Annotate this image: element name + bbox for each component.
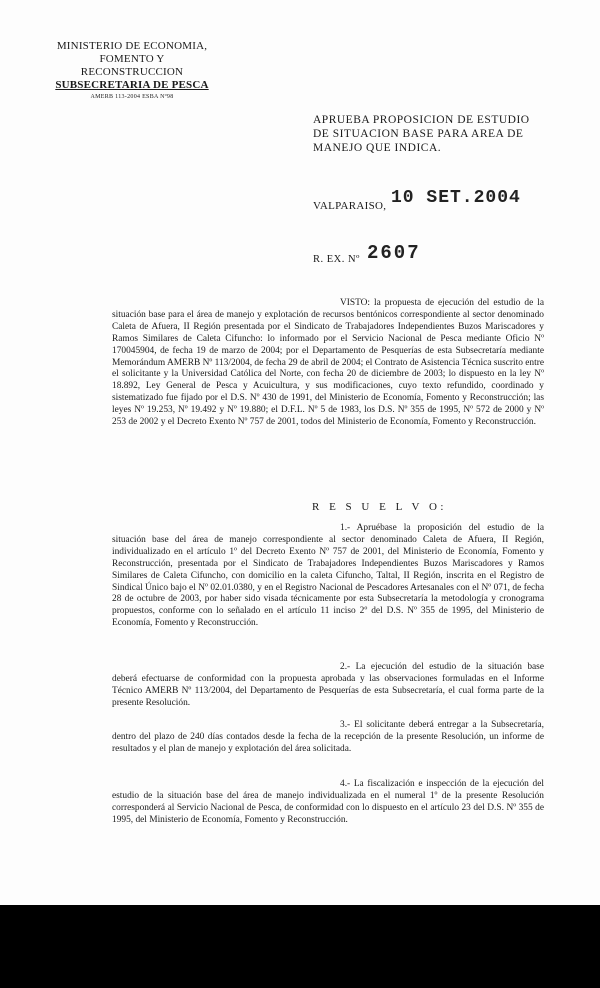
resuelvo-heading: R E S U E L V O: <box>312 501 447 513</box>
ministry-name-line-2: FOMENTO Y RECONSTRUCCION <box>80 53 184 78</box>
resolution-number-block <box>313 242 513 268</box>
subsecretary-name: SUBSECRETARIA DE PESCA <box>55 79 209 91</box>
resolution-number-stamp: 2607 <box>367 242 421 264</box>
article-2-text: 2.- La ejecución del estudio de la situación base deberá efectuarse de conformidad con la propuesta aprobada y las observaciones formuladas en el Informe Técnico AMERB Nº 113/2004, del Departamento de Pesquerías de esta Subsecretaría, el cual forma parte de la presente Resolución. <box>112 662 544 708</box>
file-reference: AMERB 113-2004 ESBA Nº98 <box>90 94 174 100</box>
visto-paragraph <box>112 298 544 429</box>
date-stamp: 10 SET.2004 <box>391 188 521 208</box>
ministry-name-line-1: MINISTERIO DE ECONOMIA, <box>56 40 208 52</box>
scan-bottom-border <box>0 905 600 988</box>
resolution-subject: APRUEBA PROPOSICION DE ESTUDIO DE SITUACION BASE PARA AREA DE MANEJO QUE INDICA. <box>313 114 530 154</box>
ministry-header <box>52 40 212 101</box>
resolution-article-2 <box>112 662 544 710</box>
resolution-label: R. EX. Nº <box>313 254 360 265</box>
article-1-text: 1.- Apruébase la proposición del estudio de la situación base del área de manejo correspondiente al sector denominado Caleta de Afuera, II Región, individualizado en el artículo 1º del Decreto Exento Nº 757 de 2001, del Ministerio de Economía, Fomento y Reconstrucción, presentada por el Sindicato de Trabajadores Independientes Buzos Mariscadores y Ramos Similares de Caleta Cifuncho, con domicilio en la caleta Cifuncho, Taltal, II Región, inscrita en el Registro de Sindical Único bajo el Nº 02.01.0380, y en el Registro Nacional de Pescadores Artesanales con el Nº 071, de fecha 28 de octubre de 2003, por haber sido visada técnicamente por esta Subsecretaría la metodología y cronograma propuestos, conforme con lo señalado en el artículo 11 inciso 2º del D.S. Nº 355 de 1995, del Ministerio de Economía, Fomento y Reconstrucción. <box>112 523 544 629</box>
resolution-article-4 <box>112 779 544 827</box>
resolution-article-1 <box>112 523 544 630</box>
place-and-date <box>313 188 553 214</box>
article-4-text: 4.- La fiscalización e inspección de la ejecución del estudio de la situación base del área de manejo individualizada en el numeral 1º de la presente Resolución corresponderá al Servicio Nacional de Pesca, de conformidad con lo dispuesto en el artículo 23 del D.S. Nº 355 de 1995, del Ministerio de Economía, Fomento y Reconstrucción. <box>112 779 544 825</box>
article-3-text: 3.- El solicitante deberá entregar a la Subsecretaría, dentro del plazo de 240 días contados desde la fecha de la recepción de la presente Resolución, un informe de resultados y el plan de manejo y explotación del área solicitada. <box>112 720 544 754</box>
place-name: VALPARAISO, <box>313 200 387 212</box>
resolution-article-3 <box>112 720 544 756</box>
visto-text: VISTO: la propuesta de ejecución del estudio de la situación base para el área de manejo y explotación de recursos bentónicos correspondiente al sector denominado Caleta de Afuera, II Región presentada por el Sindicato de Trabajadores Independientes Buzos Mariscadores y Ramos Similares de Caleta Cifuncho: lo informado por el Servicio Nacional de Pesca mediante Oficio Nº 170045904, de fecha 19 de marzo de 2004; por el Departamento de Pesquerías de esta Subsecretaría mediante Memorándum AMERB Nº 113/2004, de fecha 29 de abril de 2004; el Contrato de Asistencia Técnica suscrito entre el solicitante y la Universidad Católica del Norte, con fecha 20 de diciembre de 2003; lo dispuesto en la ley Nº 18.892, Ley General de Pesca y Acuicultura, y sus modificaciones, cuyo texto refundido, coordinado y sistematizado fue fijado por el D.S. Nº 430 de 1991, del Ministerio de Economía, Fomento y Reconstrucción; las leyes Nº 19.253, Nº 19.492 y Nº 19.880; el D.F.L. Nº 5 de 1983, los D.S. Nº 355 de 1995, Nº 572 de 2000 y Nº 253 de 2002 y el Decreto Exento Nº 757 de 2001, todos del Ministerio de Economía, Fomento y Reconstrucción. <box>112 298 544 428</box>
